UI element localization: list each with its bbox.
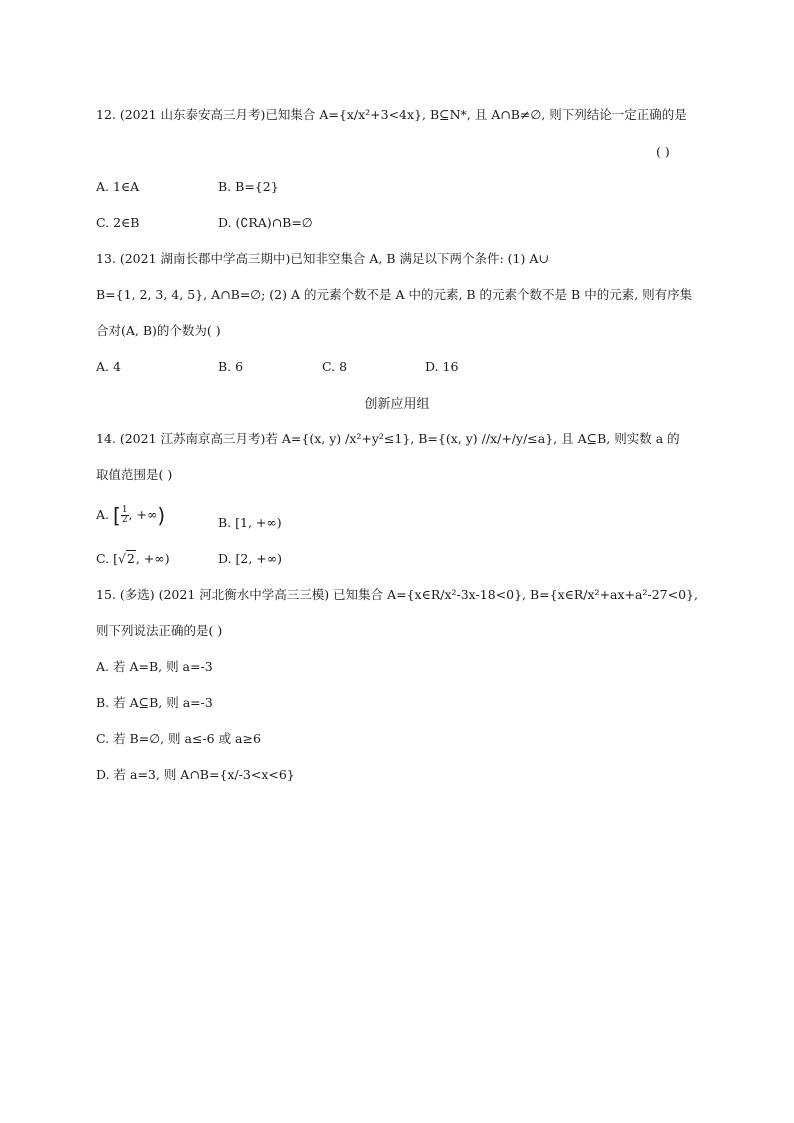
fraction [121, 506, 129, 525]
q15-stem-line2: 则下列说法正确的是( ) [96, 623, 223, 638]
q13-stem-line1: 13. (2021 湖南长郡中学高三期中)已知非空集合 A, B 满足以下两个条件: (1) A∪ [96, 251, 549, 266]
q14-option-b: B. [1, +∞) [218, 515, 282, 530]
q14-option-c [96, 550, 170, 568]
q12-option-c: C. 2∈B [96, 215, 140, 230]
section-title: 创新应用组 [364, 397, 430, 412]
q13-option-c: C. 8 [322, 359, 348, 374]
q14-stem-line1: 14. (2021 江苏南京高三月考)若 A={(x, y) /x²+y²≤1}, B={(x, y) //x/+/y/≤a}, 且 A⊆B, 则实数 a 的 [96, 431, 680, 446]
q15-stem-line1: 15. (多选) (2021 河北衡水中学高三三模) 已知集合 A={x∈R/x²-3x-18<0}, B={x∈R/x²+ax+a²-27<0}, [96, 587, 698, 602]
right-paren-symbol: ) [157, 503, 166, 528]
q14-option-a-label: A. [96, 507, 110, 522]
q15-option-d: D. 若 a=3, 则 A∩B={x/-3<x<6} [96, 767, 295, 782]
q12-answer-paren: ( ) [656, 144, 670, 159]
left-bracket-symbol: [ [113, 503, 121, 528]
q13-stem-line3: 合对(A, B)的个数为( ) [96, 323, 221, 338]
sqrt-symbol: √ [117, 551, 126, 566]
q12-option-d: D. (∁RA)∩B=∅ [218, 215, 313, 230]
q13-option-b: B. 6 [218, 359, 244, 374]
q12-stem-line1: 12. (2021 山东泰安高三月考)已知集合 A={x/x²+3<4x}, B⊆N*, 且 A∩B≠∅, 则下列结论一定正确的是 [96, 107, 687, 122]
q14-option-c-label: C. [ [96, 551, 118, 566]
q15-option-c: C. 若 B=∅, 则 a≤-6 或 a≥6 [96, 731, 261, 746]
q14-option-c-rest: , +∞) [135, 551, 170, 566]
sqrt-radicand: 2 [126, 551, 135, 566]
fraction-denominator: 2 [121, 515, 128, 525]
q13-option-d: D. 16 [425, 359, 459, 374]
q15-option-b: B. 若 A⊆B, 则 a=-3 [96, 695, 213, 710]
q15-option-a: A. 若 A=B, 则 a=-3 [96, 659, 213, 674]
q12-option-a: A. 1∈A [96, 179, 140, 194]
q13-option-a: A. 4 [96, 359, 121, 374]
q13-stem-line2: B={1, 2, 3, 4, 5}, A∩B=∅; (2) A 的元素个数不是 A 中的元素, B 的元素个数不是 B 中的元素, 则有序集 [96, 287, 693, 302]
q14-option-a-rest: , +∞ [128, 507, 158, 522]
q14-option-a [96, 503, 166, 528]
fraction-numerator: 1 [121, 505, 128, 515]
q12-option-b: B. B={2} [218, 179, 279, 194]
q14-stem-line2: 取值范围是( ) [96, 467, 173, 482]
q14-option-d: D. [2, +∞) [218, 551, 283, 566]
